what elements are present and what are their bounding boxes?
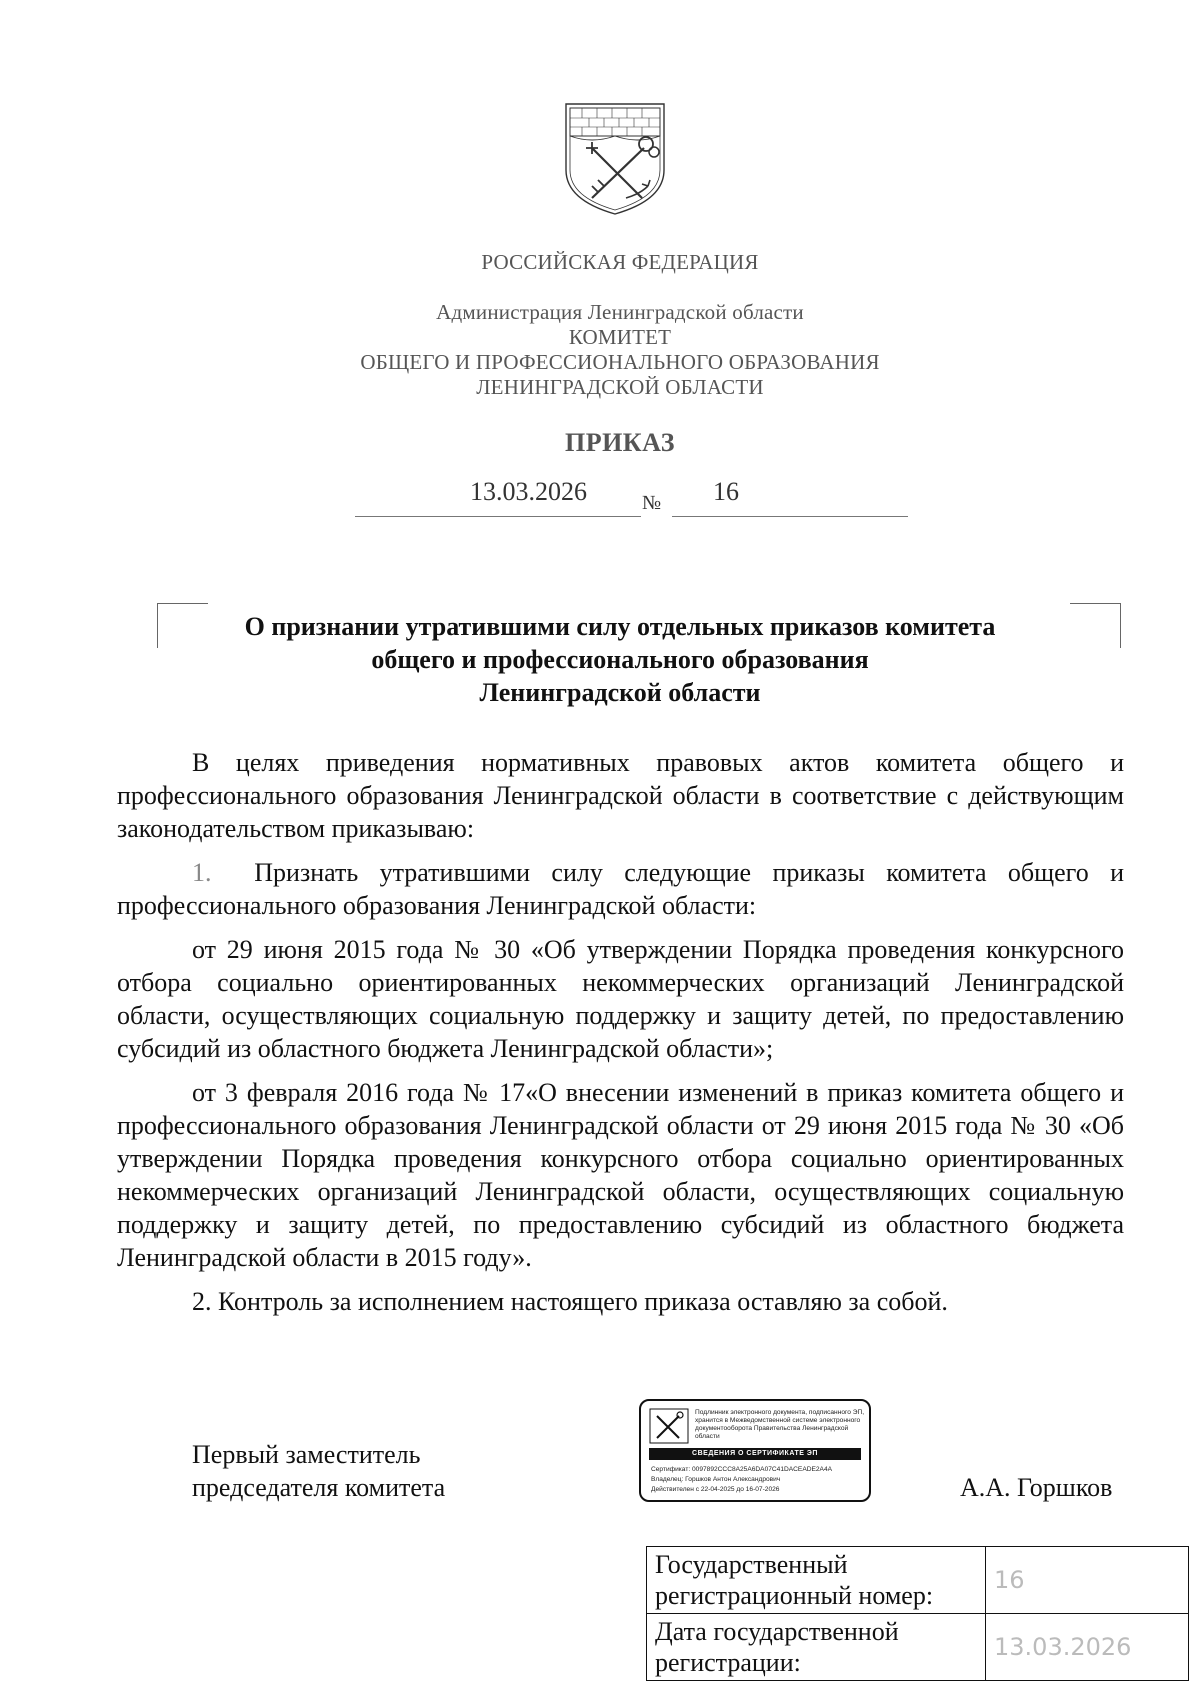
stamp-text-1: Подлинник электронного документа, подписанного ЭП, xyxy=(695,1409,865,1416)
order-number: 16 xyxy=(713,477,739,506)
item-2-paragraph: 2. Контроль за исполнением настоящего приказа оставляю за собой. xyxy=(192,1287,948,1316)
e-signature-stamp xyxy=(639,1399,871,1502)
order-subject xyxy=(170,610,1070,709)
stamp-certificate: Сертификат: 0097892CCC8A25A6DA07C41DACEADE2A4A xyxy=(651,1466,833,1473)
registration-number-label: Государственный регистрационный номер: xyxy=(647,1547,986,1614)
registration-number-value: 16 xyxy=(986,1547,1189,1614)
signatory-position-2: председателя комитета xyxy=(192,1473,446,1502)
stamp-band-title: СВЕДЕНИЯ О СЕРТИФИКАТЕ ЭП xyxy=(649,1448,861,1460)
repealed-order-1: от 29 июня 2015 года № 30 «Об утверждении Порядка проведения конкурсного отбора социально ориентированных некоммерческих организаций Ленинградской области, осуществляющих социальную поддержку и защиту детей, по предоставлению субсидий из областного бюджета Ленинградской области»; xyxy=(117,935,1124,1063)
committee-label: КОМИТЕТ xyxy=(568,325,672,349)
stamp-validity: Действителен с 22-04-2025 до 16-07-2026 xyxy=(651,1486,780,1493)
intro-paragraph: В целях приведения нормативных правовых актов комитета общего и профессионального образования Ленинградской области в соответствие с действующим законодательством приказываю: xyxy=(117,748,1124,843)
committee-full-line-2: ЛЕНИНГРАДСКОЙ ОБЛАСТИ xyxy=(476,375,764,399)
coat-of-arms-icon xyxy=(562,100,668,218)
number-sign: № xyxy=(642,492,662,514)
registration-table xyxy=(646,1546,1189,1681)
subject-line-1: О признании утратившими силу отдельных приказов комитета xyxy=(244,612,996,641)
stamp-text-2: хранится в Межведомственной системе электронного xyxy=(695,1417,861,1424)
right-corner-bracket xyxy=(1070,603,1121,648)
stamp-emblem-icon xyxy=(649,1408,689,1444)
number-underline xyxy=(672,516,908,517)
country-name: РОССИЙСКАЯ ФЕДЕРАЦИЯ xyxy=(481,250,759,274)
item-1-text: Признать утратившими силу следующие приказы комитета общего и профессионального образования Ленинградской области: xyxy=(117,858,1124,920)
subject-line-3: Ленинградской области xyxy=(479,678,761,707)
signatory-position-1: Первый заместитель xyxy=(192,1440,421,1469)
committee-full-line-1: ОБЩЕГО И ПРОФЕССИОНАЛЬНОГО ОБРАЗОВАНИЯ xyxy=(360,350,880,374)
stamp-owner: Владелец: Горшков Антон Александрович xyxy=(651,1476,781,1483)
item-1-paragraph xyxy=(117,856,1124,922)
document-type: ПРИКАЗ xyxy=(564,428,676,457)
repealed-order-2: от 3 февраля 2016 года № 17«О внесении изменений в приказ комитета общего и профессионального образования Ленинградской области от 29 июня 2015 года № 30 «Об утверждении Порядка проведения конкурсного отбора социально ориентированных некоммерческих организаций Ленинградской области, осуществляющих социальную поддержку и защиту детей, по предоставлению субсидий из областного бюджета Ленинградской области в 2015 году». xyxy=(117,1078,1124,1272)
table-row xyxy=(647,1547,1189,1614)
order-body xyxy=(117,746,1124,1318)
subject-line-2: общего и профессионального образования xyxy=(371,645,869,674)
registration-date-label: Дата государственной регистрации: xyxy=(647,1614,986,1681)
signatory-name: А.А. Горшков xyxy=(960,1473,1113,1502)
table-row xyxy=(647,1614,1189,1681)
item-1-number: 1. xyxy=(192,858,212,887)
order-date: 13.03.2026 xyxy=(470,477,587,506)
date-underline xyxy=(355,516,641,517)
administration-name: Администрация Ленинградской области xyxy=(436,300,804,324)
registration-date-value: 13.03.2026 xyxy=(986,1614,1189,1681)
stamp-text-3: документооборота Правительства Ленинградской области xyxy=(695,1425,849,1440)
